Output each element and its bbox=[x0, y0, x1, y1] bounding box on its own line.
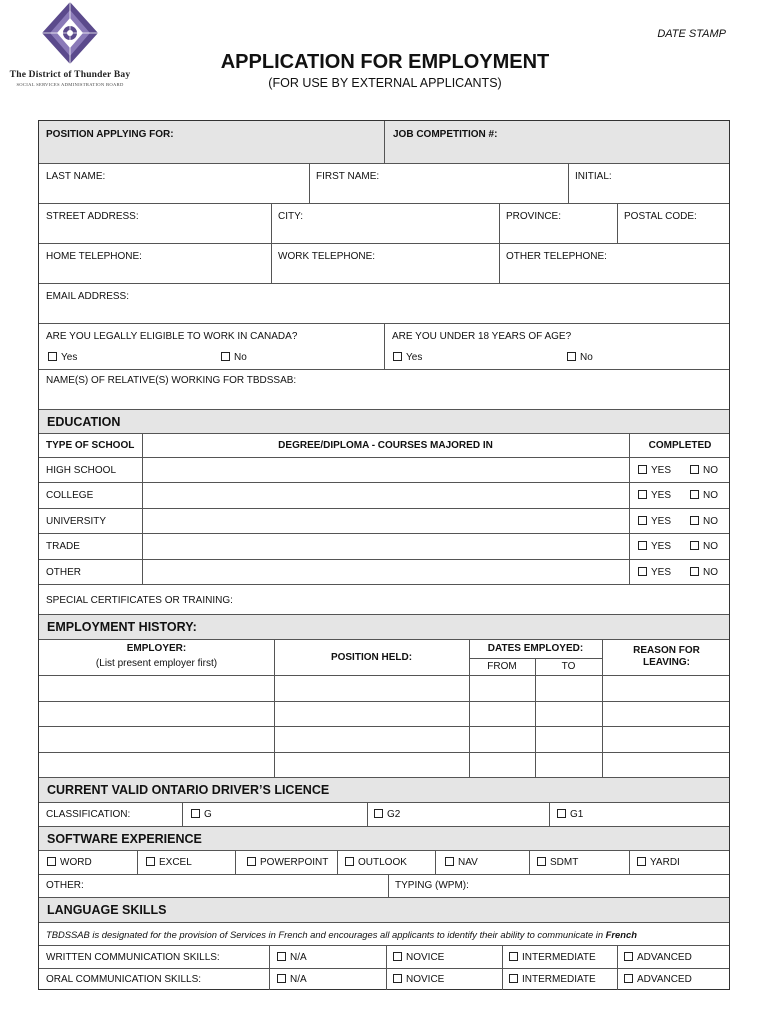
software-other-field[interactable]: OTHER: bbox=[46, 880, 84, 891]
employer-header: EMPLOYER: bbox=[126, 643, 187, 654]
position-field[interactable]: POSITION APPLYING FOR: bbox=[46, 129, 174, 140]
education-row bbox=[39, 508, 729, 533]
completed-yes-checkbox[interactable]: YES bbox=[638, 541, 671, 552]
software-items-row bbox=[39, 850, 729, 874]
reason-header-line1: REASON FOR bbox=[633, 645, 700, 656]
organization-logo bbox=[0, 0, 140, 92]
software-word-checkbox[interactable]: WORD bbox=[47, 857, 92, 868]
education-heading-row bbox=[39, 409, 729, 433]
oral-intermediate-checkbox[interactable]: INTERMEDIATE bbox=[509, 974, 596, 985]
completed-no-checkbox[interactable]: NO bbox=[690, 465, 718, 476]
license-g-checkbox[interactable]: G bbox=[191, 809, 212, 820]
degree-input[interactable] bbox=[143, 458, 628, 483]
employment-heading: EMPLOYMENT HISTORY: bbox=[47, 620, 197, 634]
license-heading: CURRENT VALID ONTARIO DRIVER’S LICENCE bbox=[47, 783, 330, 797]
classification-row bbox=[39, 802, 729, 826]
employment-row[interactable] bbox=[39, 675, 729, 701]
completed-yes-checkbox[interactable]: YES bbox=[638, 490, 671, 501]
software-other-row bbox=[39, 874, 729, 897]
eligible-question: ARE YOU LEGALLY ELIGIBLE TO WORK IN CANADA? bbox=[46, 331, 298, 342]
relatives-row bbox=[39, 369, 729, 409]
type-of-school-header: TYPE OF SCHOOL bbox=[46, 440, 135, 451]
software-sdmt-checkbox[interactable]: SDMT bbox=[537, 857, 578, 868]
eligible-yes-checkbox[interactable]: Yes bbox=[48, 352, 77, 363]
license-g2-checkbox[interactable]: G2 bbox=[374, 809, 400, 820]
degree-header: DEGREE/DIPLOMA - COURSES MAJORED IN bbox=[278, 440, 493, 451]
degree-input[interactable] bbox=[143, 509, 628, 534]
reason-header-line2: LEAVING: bbox=[642, 657, 691, 668]
completed-header: COMPLETED bbox=[648, 440, 712, 451]
school-type-label: UNIVERSITY bbox=[46, 515, 107, 527]
first-name-field[interactable]: FIRST NAME: bbox=[316, 171, 380, 182]
written-skills-row bbox=[39, 945, 729, 968]
written-intermediate-checkbox[interactable]: INTERMEDIATE bbox=[509, 952, 596, 963]
software-excel-checkbox[interactable]: EXCEL bbox=[146, 857, 192, 868]
under18-no-checkbox[interactable]: No bbox=[567, 352, 593, 363]
relatives-field[interactable]: NAME(S) OF RELATIVE(S) WORKING FOR TBDSSAB: bbox=[46, 375, 297, 386]
date-stamp-label: DATE STAMP bbox=[657, 28, 726, 40]
work-telephone-field[interactable]: WORK TELEPHONE: bbox=[278, 251, 376, 262]
completed-yes-checkbox[interactable]: YES bbox=[638, 465, 671, 476]
education-columns bbox=[39, 433, 729, 457]
province-field[interactable]: PROVINCE: bbox=[506, 211, 562, 222]
employment-heading-row bbox=[39, 614, 729, 639]
job-competition-field[interactable]: JOB COMPETITION #: bbox=[393, 129, 498, 140]
position-row bbox=[39, 121, 729, 163]
oral-novice-checkbox[interactable]: NOVICE bbox=[393, 974, 444, 985]
city-field[interactable]: CITY: bbox=[278, 211, 304, 222]
completed-yes-checkbox[interactable]: YES bbox=[638, 567, 671, 578]
initial-field[interactable]: INITIAL: bbox=[575, 171, 612, 182]
degree-input[interactable] bbox=[143, 560, 628, 585]
typing-wpm-field[interactable]: TYPING (WPM): bbox=[395, 880, 469, 891]
license-heading-row bbox=[39, 777, 729, 802]
from-header: FROM bbox=[487, 661, 517, 672]
education-row bbox=[39, 457, 729, 482]
email-row bbox=[39, 283, 729, 323]
oral-advanced-checkbox[interactable]: ADVANCED bbox=[624, 974, 692, 985]
software-nav-checkbox[interactable]: NAV bbox=[445, 857, 478, 868]
diamond-logo-icon bbox=[40, 0, 100, 66]
completed-no-checkbox[interactable]: NO bbox=[690, 567, 718, 578]
org-subname: SOCIAL SERVICES ADMINISTRATION BOARD bbox=[16, 82, 124, 87]
eligibility-row bbox=[39, 323, 729, 369]
employer-note: (List present employer first) bbox=[95, 658, 218, 669]
last-name-field[interactable]: LAST NAME: bbox=[46, 171, 106, 182]
school-type-label: TRADE bbox=[46, 541, 80, 553]
oral-na-checkbox[interactable]: N/A bbox=[277, 974, 307, 985]
completed-yes-checkbox[interactable]: YES bbox=[638, 516, 671, 527]
school-type-label: HIGH SCHOOL bbox=[46, 465, 117, 476]
other-telephone-field[interactable]: OTHER TELEPHONE: bbox=[506, 251, 607, 262]
education-row bbox=[39, 533, 729, 558]
under18-yes-checkbox[interactable]: Yes bbox=[393, 352, 422, 363]
classification-label: CLASSIFICATION: bbox=[46, 809, 131, 820]
org-name: The District of Thunder Bay bbox=[9, 70, 131, 80]
language-note: TBDSSAB is designated for the provision of Services in French and encourages all applicants to identify their ability to communicate in French bbox=[46, 929, 637, 940]
email-field[interactable]: EMAIL ADDRESS: bbox=[46, 291, 129, 302]
dates-employed-header: DATES EMPLOYED: bbox=[487, 643, 584, 654]
name-row bbox=[39, 163, 729, 203]
special-certificates-field[interactable]: SPECIAL CERTIFICATES OR TRAINING: bbox=[46, 595, 233, 606]
employment-row[interactable] bbox=[39, 752, 729, 778]
language-heading: LANGUAGE SKILLS bbox=[47, 903, 167, 917]
written-skills-label: WRITTEN COMMUNICATION SKILLS: bbox=[46, 952, 220, 963]
employment-row[interactable] bbox=[39, 726, 729, 752]
street-address-field[interactable]: STREET ADDRESS: bbox=[46, 211, 139, 222]
oral-skills-row bbox=[39, 968, 729, 990]
under18-question: ARE YOU UNDER 18 YEARS OF AGE? bbox=[392, 331, 572, 342]
employment-row[interactable] bbox=[39, 701, 729, 727]
completed-no-checkbox[interactable]: NO bbox=[690, 490, 718, 501]
page-title: APPLICATION FOR EMPLOYMENT bbox=[220, 51, 550, 73]
education-row bbox=[39, 482, 729, 507]
postal-code-field[interactable]: POSTAL CODE: bbox=[624, 211, 697, 222]
written-na-checkbox[interactable]: N/A bbox=[277, 952, 307, 963]
degree-input[interactable] bbox=[143, 483, 628, 508]
degree-input[interactable] bbox=[143, 534, 628, 559]
school-type-label: COLLEGE bbox=[46, 490, 94, 502]
to-header: TO bbox=[561, 661, 576, 672]
language-heading-row bbox=[39, 897, 729, 922]
home-telephone-field[interactable]: HOME TELEPHONE: bbox=[46, 251, 142, 262]
education-row bbox=[39, 559, 729, 584]
page-subtitle: (FOR USE BY EXTERNAL APPLICANTS) bbox=[268, 76, 502, 90]
oral-skills-label: ORAL COMMUNICATION SKILLS: bbox=[46, 974, 202, 985]
license-g1-checkbox[interactable]: G1 bbox=[557, 809, 583, 820]
software-yardi-checkbox[interactable]: YARDI bbox=[637, 857, 680, 868]
phone-row bbox=[39, 243, 729, 283]
position-held-header: POSITION HELD: bbox=[330, 652, 413, 663]
software-heading: SOFTWARE EXPERIENCE bbox=[47, 832, 202, 846]
education-heading: EDUCATION bbox=[47, 415, 121, 429]
eligible-no-checkbox[interactable]: No bbox=[221, 352, 247, 363]
application-form bbox=[38, 120, 730, 990]
school-type-label: OTHER bbox=[46, 566, 81, 578]
software-powerpoint-checkbox[interactable]: POWERPOINT bbox=[247, 857, 328, 868]
written-novice-checkbox[interactable]: NOVICE bbox=[393, 952, 444, 963]
completed-no-checkbox[interactable]: NO bbox=[690, 541, 718, 552]
completed-no-checkbox[interactable]: NO bbox=[690, 516, 718, 527]
employment-columns bbox=[39, 639, 729, 675]
software-outlook-checkbox[interactable]: OUTLOOK bbox=[345, 857, 407, 868]
special-cert-row bbox=[39, 584, 729, 614]
written-advanced-checkbox[interactable]: ADVANCED bbox=[624, 952, 692, 963]
address-row bbox=[39, 203, 729, 243]
language-note-row bbox=[39, 922, 729, 945]
software-heading-row bbox=[39, 826, 729, 850]
